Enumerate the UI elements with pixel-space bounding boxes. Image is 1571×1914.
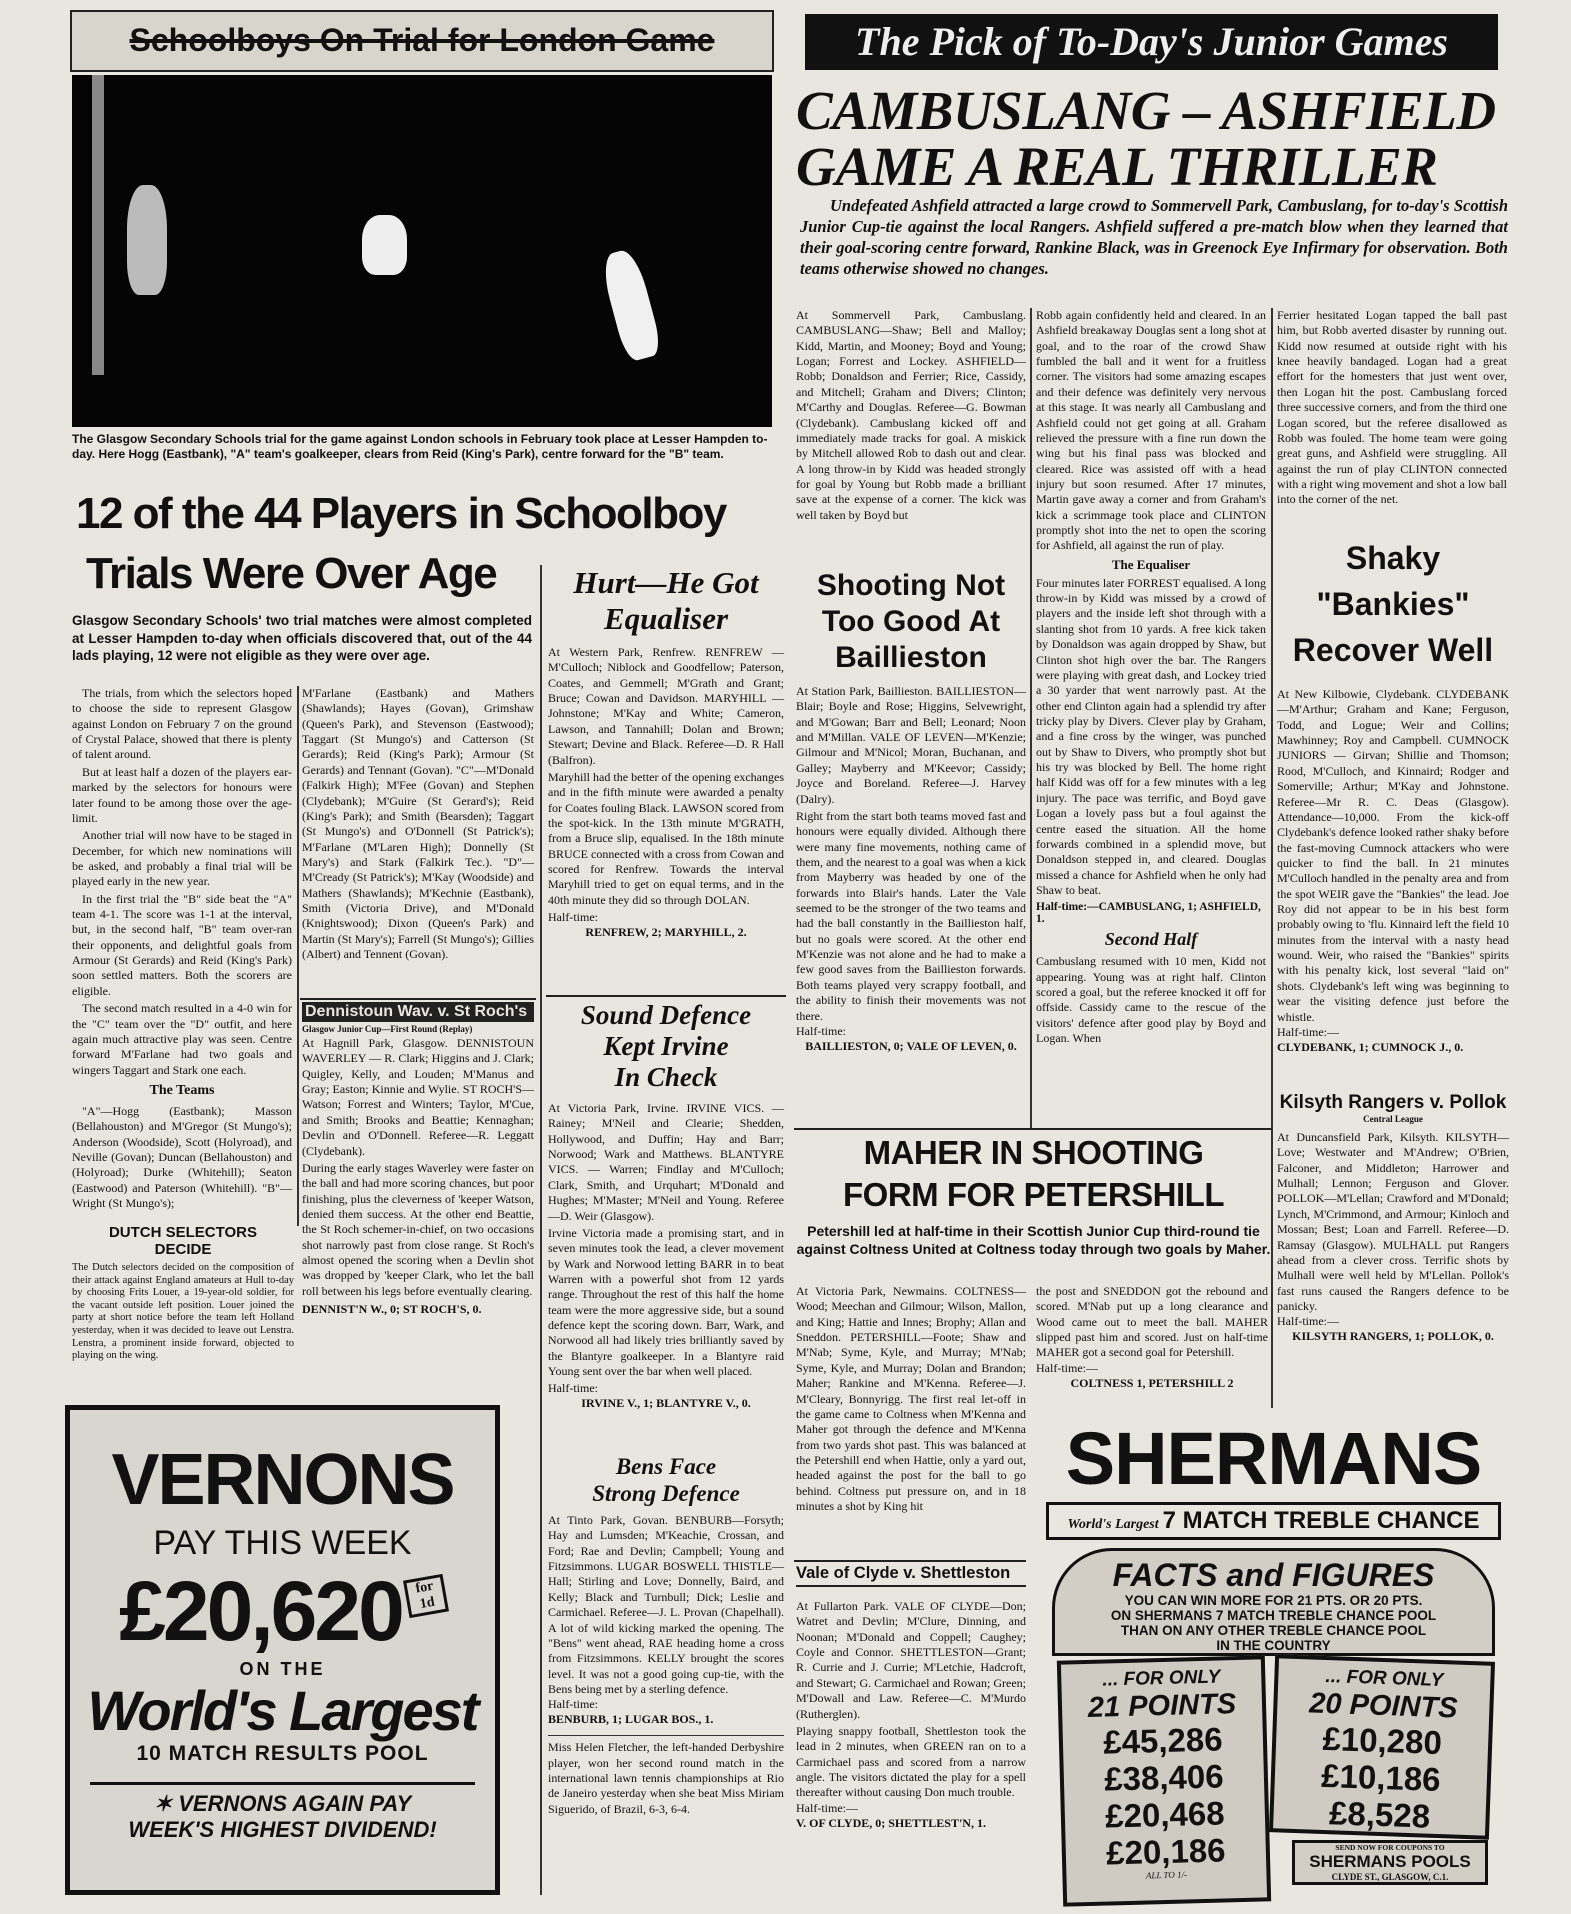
vale-score: V. OF CLYDE, 0; SHETTLEST'N, 1. — [796, 1815, 986, 1830]
schoolboy-para: In the first trial the "B" side beat the "A" team 4-1. The score was 1-1 at the interval, but, in the second half, "B" team over-ran their opponents, and delightful goals from Armour (St Gerards) and Reid (King's Park) soon settled matters. Both the scorers are eligible. — [72, 891, 292, 998]
maher-col2: the post and SNEDDON got the rebound and scored. M'Nab put up a long clearance and Wood came out to meet the ball. MAHER slipped past him and scored. Just on half-time MAHER got a second goal for Petershill. — [1036, 1284, 1268, 1360]
picks-banner: The Pick of To-Day's Junior Games — [805, 14, 1498, 70]
shermans-strap-small: World's Largest — [1067, 1517, 1159, 1532]
schoolboy-para: But at least half a dozen of the players ear-marked by the selectors for honours were later found to be among those over the age-limit. — [72, 764, 292, 825]
vernons-again — [90, 1791, 475, 1817]
sound-half: Half-time: — [548, 1381, 598, 1396]
hurt-lineups: At Western Park, Renfrew. RENFREW — M'Culloch; Niblock and Goodfellow; Paterson, Coates, and Gemmell; M'Grath and Grant; Bruce; Cowan and Davidson. MARYHILL — Johnstone; M'Kay and White; Cameron, Lawson, and Tannahill; Dolan and Brown; Stewart; Devine and Black. Referee—D. R Hall (Balfron). — [548, 645, 784, 767]
shooting-story — [796, 568, 1026, 1113]
shooting-head-3: Baillieston — [835, 641, 987, 674]
shermans-box-21 — [1057, 1655, 1271, 1906]
vernons-pool: 10 MATCH RESULTS POOL — [136, 1742, 429, 1765]
shermans-ad — [1036, 1410, 1511, 1905]
hurt-story — [548, 565, 784, 995]
box20-prize: £10,280 — [1321, 1719, 1443, 1762]
divider — [546, 995, 786, 997]
vernons-highest: WEEK'S HIGHEST DIVIDEND! — [128, 1817, 437, 1842]
kilsyth-sub: Central League — [1363, 1114, 1423, 1124]
photo-figure-forward — [598, 247, 663, 363]
kilsyth-score: KILSYTH RANGERS, 1; POLLOK, 0. — [1292, 1329, 1494, 1344]
picks-standfirst: Undefeated Ashfield attracted a large crowd to Sommervell Park, Cambuslang, for to-day's Scottish Junior Cup-tie against the local Rangers. Ashfield suffered a pre-match blow when they learned that their goal-scoring centre forward, Rankine Black, was in Greenock Eye Infirmary for observation. Both teams otherwise showed no changes. — [800, 196, 1508, 278]
kilsyth-text: At Duncansfield Park, Kilsyth. KILSYTH—Love; Westwater and M'Andrew; O'Brien, Falconer, and Middleton; Harrower and Mulhall; Lennon; Ferguson and Glover. POLLOK—M'Lellan; Crawford and M'Donald; Lynch, M'Crimmond, and Armour; Kinloch and Mossan; Best; Loan and Farrell. Referee—D. Ramsay (Glasgow). MULHALL put Rangers ahead from a clever cross. Terrific shots by Mulhall were well held by M'Lellan. Pollok's fast runs caused the Rangers defence to be panicky. — [1277, 1130, 1509, 1313]
box21-prize: £20,468 — [1104, 1794, 1225, 1835]
dennistoun-lineups: At Hagnill Park, Glasgow. DENNISTOUN WAVERLEY — R. Clark; Higgins and J. Clark; Quigley, Kelly, and Louden; M'Manus and Gray; Easton; Kinnie and Wylie. ST ROCH'S—Watson; Forrest and Winters; Taylor, M'Cue, and Smith; Brooks and Beattie; Kennaghan; Devlin and O'Donnell. Referee—R. Leggatt (Clydebank). — [302, 1036, 534, 1158]
cambus-col2 — [1036, 308, 1266, 1138]
bens-half: Half-time: — [548, 1697, 598, 1712]
maher-col2-wrap — [1036, 1284, 1268, 1404]
shermans-win-4: IN THE COUNTRY — [1216, 1638, 1331, 1653]
star-icon: ✶ — [153, 1791, 173, 1816]
box21-foot: ALL TO 1/- — [1145, 1869, 1188, 1881]
photo-figure-keeper — [362, 215, 407, 275]
cambus-col3: Ferrier hesitated Logan tapped the ball past him, but Robb averted disaster by running out. Kidd now resumed at outside right with his knee heavily bandaged. Logan had a great effort for the homesters that just went over, then Logan hit the post. Cambuslang forced three successive corners, and from the third one Logan scored, but the referee disallowed as Robb was fouled. The home team were going great guns, and Ashfield were struggling. All against the run of play CLINTON connected with a right wing movement and shot a low ball into the corner of the net. — [1277, 308, 1507, 507]
divider — [540, 565, 542, 1895]
send-line-1: SEND NOW FOR COUPONS TO — [1335, 1843, 1445, 1852]
shooting-score: BAILLIESTON, 0; VALE OF LEVEN, 0. — [805, 1038, 1017, 1053]
dennistoun-head: Dennistoun Wav. v. St Roch's — [302, 1002, 534, 1022]
maher-head-1: MAHER IN SHOOTING — [863, 1134, 1204, 1171]
shaky-head-1: Shaky — [1345, 540, 1441, 576]
kilsyth-half: Half-time:— — [1277, 1314, 1339, 1329]
kilsyth-head: Kilsyth Rangers v. Pollok — [1279, 1092, 1507, 1113]
schoolboy-headline-2: Trials Were Over Age — [86, 549, 497, 598]
divider — [1271, 308, 1273, 1408]
hurt-head-2: Equaliser — [603, 601, 729, 636]
dennistoun-sub: Glasgow Junior Cup—First Round (Replay) — [302, 1024, 473, 1034]
shaky-half: Half-time:— — [1277, 1024, 1339, 1039]
send-line-2: SHERMANS POOLS — [1309, 1852, 1471, 1871]
schoolboy-lead: Glasgow Secondary Schools' two trial matches were almost completed at Lesser Hampden to-day when officials discovered that, out of the 44 lads playing, 12 were not eligible as they were over age. — [72, 613, 532, 664]
divider — [794, 1560, 1026, 1562]
shermans-win-3: THAN ON ANY OTHER TREBLE CHANCE POOL — [1120, 1623, 1427, 1638]
maher-lead: Petershill led at half-time in their Scottish Junior Cup third-round tie against Coltness United at Coltness today through two goals by Maher. — [796, 1223, 1271, 1258]
box21-prize: £45,286 — [1102, 1720, 1224, 1761]
maher-score: COLTNESS 1, PETERSHILL 2 — [1070, 1375, 1234, 1390]
schoolboy-para: The second match resulted in a 4-0 win for the "C" team over the "D" outfit, and here again much attractive play was seen. Centre forward M'Farlane had two goals and wingers Taggart and Stark one each. — [72, 1001, 292, 1077]
shermans-box-20 — [1269, 1654, 1495, 1840]
bens-text: At Tinto Park, Govan. BENBURB—Forsyth; Hay and Lumsden; M'Keachie, Crossan, and Ford; Rae and Devlin; Campbell; Young and Fitzsimmons. LUGAR BOSWELL THISTLE—Hall; Stirling and Love; Donnelly, Baird, and Kelly; Black and Turnbull; Dick; Leslie and Carmichael. Referee—J. L. Provan (Chapelhall). A lot of wild kicking marked the opening. The "Bens" went ahead, RAE heading home a cross from Fitzsimmons. KELLY brought the scores level. It was not a good going cup-tie, with the Bens being met by a sterling defence. — [548, 1513, 784, 1696]
photo-figure-left — [127, 185, 167, 295]
sound-story — [548, 1000, 784, 1450]
divider — [297, 686, 299, 1226]
schoolboy-body — [72, 686, 292, 1211]
schoolboy-col2 — [302, 686, 534, 996]
box20-points: 20 POINTS — [1308, 1687, 1459, 1725]
box20-prize: £8,528 — [1328, 1794, 1431, 1835]
sound-head-1: Sound Defence — [580, 1000, 752, 1030]
maher-head-2: FORM FOR PETERSHILL — [843, 1176, 1224, 1213]
second-half-head: Second Half — [1104, 929, 1198, 950]
shermans-strap-main: 7 MATCH TREBLE CHANCE — [1162, 1507, 1480, 1534]
bens-head-1: Bens Face — [615, 1454, 717, 1479]
shaky-text: At New Kilbowie, Clydebank. CLYDEBANK—M'Arthur; Graham and Kane; Ferguson, Todd, and Logue; Weir and Collins; Mawhinney; Roy and Campbell. CUMNOCK JUNIORS — Girvan; Shillie and Thomson; Rood, M'Culloch, and Kinnaird; Rodger and Somerville; Arthur; M'Kay and Johnstone. Referee—Mr R. C. Deas (Glasgow). Attendance—10,000. From the kick-off Clydebank's defence looked rather shaky before the fast-moving Cumnock attackers who were quicker to find the ball. In 21 minutes M'Culloch handled in the penalty area and from the spot WEIR gave the "Bankies" the lead. Joe Roy did not appear to be in his best form probably owing to 'flu. Kinnaird left the field 10 minutes from the interval with a nasty head wound. Weir, who raised the "Bankies" spirits with his penalty kick, lost several "laid on" shots. Clydebank's left wing was beginning to wear the visiting defence just before the whistle. — [1277, 687, 1509, 1024]
bens-head-2: Strong Defence — [592, 1481, 740, 1506]
shermans-logo: SHERMANS — [1065, 1417, 1482, 1500]
sound-head-3: In Check — [614, 1062, 718, 1092]
hurt-score: RENFREW, 2; MARYHILL, 2. — [585, 925, 747, 940]
dennistoun-report: During the early stages Waverley were faster on the ball and had more scoring chances, but poor finishing, plus the cleverness of 'keeper Watson, denied them success. At the other end Beattie, the St Roch schemer-in-chief, on two occasions shot narrowly past from close range. St Roch's almost opened the scoring when a Devlin shot was dropped by 'keeper Clark, who let the ball roll between his legs before eventually clearing. — [302, 1160, 534, 1298]
shooting-half: Half-time: — [796, 1023, 846, 1038]
vernons-logo: VERNONS — [111, 1440, 454, 1520]
schoolboy-banner: Schoolboys On Trial for London Game — [129, 22, 715, 58]
schoolboy-photo — [72, 75, 772, 427]
vernons-for1d: for 1d — [403, 1574, 449, 1618]
bens-score: BENBURB, 1; LUGAR BOS., 1. — [548, 1712, 714, 1727]
shooting-lineups: At Station Park, Baillieston. BAILLIESTON—Blair; Boyle and Rose; Higgins, Selvewright, and M'Gowan; Barr and Bell; Leonard; Noon and M'Millan. VALE OF LEVEN—M'Kenzie; Gilmour and M'Nicol; Moran, Buchanan, and Galley; Mayberry and M'Keevor; Cassidy; Joyce and Boreland. Referee—J. Harvey (Dalry). — [796, 684, 1026, 806]
shooting-head-1: Shooting Not — [816, 569, 1006, 602]
schoolboy-caption: The Glasgow Secondary Schools trial for the game against London schools in February took place at Lesser Hampden to-day. Here Hogg (Eastbank), "A" team's goalkeeper, clears from Reid (King's Park), centre forward for the "B" team. — [72, 432, 768, 461]
dutch-head-2: DECIDE — [154, 1241, 212, 1258]
sound-head-2: Kept Irvine — [603, 1031, 729, 1061]
vale-half: Half-time:— — [796, 1800, 858, 1815]
vale-lineups: At Fullarton Park. VALE OF CLYDE—Don; Watret and Devlin; M'Clure, Dinning, and Noonan; M'Donald and Coppell; Caughey; Coyle and Connor. SHETTLESTON—Grant; R. Currie and J. Currie; M'Letchie, Hadcroft, and Stewart; G. Carmichael and Rowan; Green; M'Dowall and Law. Referee—C. M'Murdo (Rutherglen). — [796, 1599, 1026, 1721]
schoolboy-banner-strip — [70, 10, 774, 72]
divider — [794, 1128, 1272, 1130]
dutch-head-1: DUTCH SELECTORS — [108, 1224, 258, 1241]
vernons-again-text: VERNONS AGAIN PAY — [178, 1791, 412, 1816]
sound-report: Irvine Victoria made a promising start, and in seven minutes took the lead, a clever movement by Wark and Norwood letting BARR in to beat Warren with a powerful shot from 12 yards range. Throughout the rest of this half the home team were the more aggressive side, but a sound defence kept the scoring down. Barr, Wark, and Norwood all had likely tries brilliantly saved by the Blantyre goalkeeper. In a Blantyre raid Young sent over the bar when well placed. — [548, 1225, 784, 1379]
vernons-amount: £20,620 — [119, 1564, 402, 1658]
schoolboy-para: The trials, from which the selectors hoped to choose the side to represent Glasgow against London on February 7 on the ground of Crystal Palace, showed that there is plenty of talent around. — [72, 686, 292, 762]
cambus-half-score: Half-time:—CAMBUSLANG, 1; ASHFIELD, 1. — [1036, 901, 1261, 926]
sound-score: IRVINE V., 1; BLANTYRE V., 0. — [581, 1396, 751, 1411]
vernons-ad — [65, 1405, 500, 1895]
hurt-half: Half-time: — [548, 910, 598, 925]
box21-points: 21 POINTS — [1087, 1688, 1237, 1724]
shermans-strap — [1046, 1502, 1501, 1540]
dutch-story — [72, 1224, 294, 1374]
photo-post — [92, 75, 104, 375]
hurt-head-1: Hurt—He Got — [573, 565, 759, 600]
equaliser-head: The Equaliser — [1111, 556, 1191, 572]
shermans-send — [1292, 1840, 1488, 1885]
shermans-facts: FACTS and FIGURES — [1112, 1557, 1435, 1593]
bens-story — [548, 1453, 784, 1908]
picks-headline-1: CAMBUSLANG – ASHFIELD — [796, 80, 1496, 141]
dennistoun-story — [302, 1002, 534, 1380]
shermans-win-2: ON SHERMANS 7 MATCH TREBLE CHANCE POOL — [1110, 1608, 1437, 1623]
vernons-largest: World's Largest — [87, 1679, 478, 1742]
vale-report: Playing snappy football, Shettleston took the lead in 2 minutes, when GREEN ran on to a Carmichael pass and scored from a narrow angle. The visitors dictated the play for a spell thereafter without causing Don much trouble. — [796, 1723, 1026, 1800]
tennis-text: Miss Helen Fletcher, the left-handed Derbyshire player, won her second round match in the international lawn tennis championships at Rio de Janeiro yesterday when she beat Miss Miriam Siguerido, of Brazil, 6-3, 6-4. — [548, 1735, 784, 1817]
vale-story — [796, 1564, 1026, 1909]
box20-for: ... FOR ONLY — [1325, 1665, 1444, 1692]
sound-lineups: At Victoria Park, Irvine. IRVINE VICS. — Rainey; M'Neil and Clearie; Shedden, Hollywood, and Duffin; Hay and Barr; Norwood; Wark and Matthews. BLANTYRE VICS. — Warren; Findlay and M'Culloch; Clark, Smith, and Urquhart; M'Donald and Hughes; M'Master; M'Neil and Young. Referee—D. Weir (Glasgow). — [548, 1101, 784, 1223]
picks-headline-2: GAME A REAL THRILLER — [796, 136, 1438, 197]
maher-half: Half-time:— — [1036, 1360, 1098, 1375]
box21-prize: £38,406 — [1103, 1757, 1225, 1798]
shaky-score: CLYDEBANK, 1; CUMNOCK J., 0. — [1277, 1039, 1464, 1054]
teams-heading: The Teams — [149, 1082, 215, 1098]
cambus-col2-c: Cambuslang resumed with 10 men, Kidd not appearing. Young was at right half. Clinton scored a goal, but the referee knocked it off for offside. Cassidy came to the rescue of the visitors' defence after good play by Boyd and Logan. When — [1036, 954, 1266, 1046]
teams-text: "A"—Hogg (Eastbank); Masson (Bellahouston) and M'Gregor (St Mungo's); Anderson (Woodside), Scott (Holyroad), and Neville (Govan); Duncan (Bellahouston) and (Holyroad); Durke (Whitehill); Seaton (Eastwood) and Paterson (Whitehill). "B"—Wright (St Mungo's); — [72, 1103, 292, 1211]
dutch-text: The Dutch selectors decided on the composition of their attack against England amateurs at Hull to-day by choosing Frits Louer, a 19-year-old soldier, for the vacant outside left position. Louer joined the party at short notice before the team left Holland yesterday, when it was decided to leave out Lenstra. Lenstra, a prominent inside forward, objected to playing on the wing. — [72, 1262, 294, 1362]
cambus-col2-b: Four minutes later FORREST equalised. A long throw-in by Kidd was missed by a crowd of players and the inside left shot through with a slanting shot from 10 yards. A free kick taken by Donaldson was again dropped by Shaw, but Clinton shot high over the bar. The Rangers were playing with great dash, and Lockey tried a 30 yarder that went narrowly past. At the other end Clinton again had a splendid try after tricky play by Divers. Clever play by Graham, and a fine cross by the winger, was punched out by Shaw to Divers, who promptly shot but his try was blocked by Bell. The home right half Kidd was off for a few minutes with a leg injury. The pace was terrific, and Boyd gave Logan a lovely pass but a foul against the centre eased the situation. All the home forwards combined in a splendid move, but Donaldson stepped in, and cleared. Douglas missed a chance for Ashfield when he only had Shaw to beat. — [1036, 575, 1266, 897]
divider — [300, 998, 536, 1000]
vernons-pay: PAY THIS WEEK — [153, 1524, 412, 1562]
box20-prize: £10,186 — [1320, 1756, 1442, 1799]
box21-for: ... FOR ONLY — [1102, 1666, 1221, 1691]
hurt-report: Maryhill had the better of the opening exchanges and in the fifth minute were awarded a penalty for Coates fouling Black. LAWSON scored from the spot-kick. In the 13th minute M'GRATH, from a Bruce slip, equalised. In the 18th minute BRUCE connected with a cross from Cowan and scored for Renfrew. Towards the interval Maryhill tried to get on equal terms, and in the 40th minute they did so through DOLAN. — [548, 769, 784, 907]
cambus-col1: At Sommervell Park, Cambuslang. CAMBUSLANG—Shaw; Bell and Malloy; Kidd, Martin, and Mooney; Boyd and Young; Logan; Forrest and Lockey. ASHFIELD—Robb; Donaldson and Ferrier; Rice, Cassidy, and Mitchell; Graham and Divers; Clinton; M'Carthy and Douglas. Referee—G. Bowman (Clydebank). Cambuslang kicked off and immediately made tracks for goal. A miskick by Mitchell allowed Rob to dash out and clear. A long throw-in by Kidd was headed strongly for goal by Young but Robb made a brilliant save at the expense of a corner. The kick was well taken by Boyd but — [796, 308, 1026, 522]
schoolboy-col2-text: M'Farlane (Eastbank) and Mathers (Shawlands); Hayes (Govan), Grimshaw (Queen's Park), and Stevenson (Eastwood); Taggart (St Mungo's) and Catterson (St Gerards); Reid (King's Park); Armour (St Gerards) and Tennant (Govan). "C"—M'Donald (Falkirk High); M'Fee (Govan) and Stephen (Clydebank); M'Guire (St Gerard's); Reid (King's Park); and Smith (Bearsden); Taggart (St Mungo's) and O'Donnell (St Patrick's); M'Farlane (M'Laren High); Donnelly (St Mary's) and Stark (Falkirk Tec.). "D"—M'Cready (St Patrick's); M'Kay (Woodside) and Mathers (Shawlands); M'Kechnie (Eastbank), Smith (Victoria Drive), and M'Donald (Knightswood); Dixon (Queen's Park) and Martin (St Mary's); Farrell (St Mungo's); Gillies (Albert) and Tennent (Govan). — [302, 686, 534, 962]
maher-col1: At Victoria Park, Newmains. COLTNESS—Wood; Meechan and Gilmour; Wilson, Mallon, and King; Hattie and Innes; Brophy; Allan and Sneddon. PETERSHILL—Foote; Shaw and M'Nab; Syme, Kyle, and Murray; M'Nab; Syme, Kyle, and Murray; Dolan and Brandon; Maher; Rankine and M'Kenna. Referee—J. M'Cleary, Bonnyrigg. The first real let-off in the game came to Coltness when M'Kenna and Maher got through the defence and M'Kenna from two yards shot past. This was balanced at the Petershill end when Hattie, only a yard out, headed against the post for the ball to go behind. Coltness put pressure on, and in 18 minutes a shot by King hit — [796, 1284, 1026, 1514]
vale-head: Vale of Clyde v. Shettleston — [796, 1564, 1026, 1587]
shaky-head-3: Recover Well — [1292, 632, 1494, 668]
vernons-on-the: ON THE — [239, 1659, 326, 1679]
shaky-head-2: "Bankies" — [1316, 586, 1470, 622]
kilsyth-story — [1277, 1092, 1509, 1407]
schoolboy-headline-1: 12 of the 44 Players in Schoolboy — [76, 489, 726, 538]
shermans-win-1: YOU CAN WIN MORE FOR 21 PTS. OR 20 PTS. — [1124, 1593, 1423, 1608]
send-line-3: CLYDE ST., GLASGOW, C.1. — [1331, 1872, 1449, 1882]
shooting-head-2: Too Good At — [821, 605, 1001, 638]
shaky-story — [1277, 535, 1509, 1090]
box21-prize: £20,186 — [1105, 1831, 1226, 1872]
shooting-report: Right from the start both teams moved fast and honours were equally divided. Although there were many fine movements, nothing came of them, and the nearest to a goal was when a kick from Mayberry was headed by one of the forwards into Blair's hands. Later the Vale seemed to be the stronger of the two teams and had the ball constantly in the Baillieston half, but no goals were scored. At the other end M'Kenzie was not alone and he had to make a few good saves from the Baillieston forwards. Both teams played very scrappy football, and the ability to finish their movements was not there. — [796, 808, 1026, 1023]
cambus-col2-a: Robb again confidently held and cleared. In an Ashfield breakaway Douglas sent a long shot at goal, and to the roar of the crowd Shaw fumbled the ball and it went for a fruitless corner. The visitors had some amazing escapes and their defence was definitely very nervous at this stage. It was nearly all Cambuslang and Ashfield could not get going at all. Graham relieved the pressure with a fine run down the wing but his final pass was blocked and cleared. Rice was assisted off with a head injury but soon resumed. After 17 minutes, Martin gave away a corner and from Graham's kick a scrimmage took place and CLINTON promptly shot into the net to open the scoring for Ashfield, all against the run of play. — [1036, 308, 1266, 553]
dennistoun-score: DENNIST'N W., 0; ST ROCH'S, 0. — [302, 1302, 482, 1317]
divider — [1030, 308, 1032, 1128]
schoolboy-para: Another trial will now have to be staged in December, for which new nominations will be asked, and probably a final trial will be played early in the new year. — [72, 828, 292, 889]
